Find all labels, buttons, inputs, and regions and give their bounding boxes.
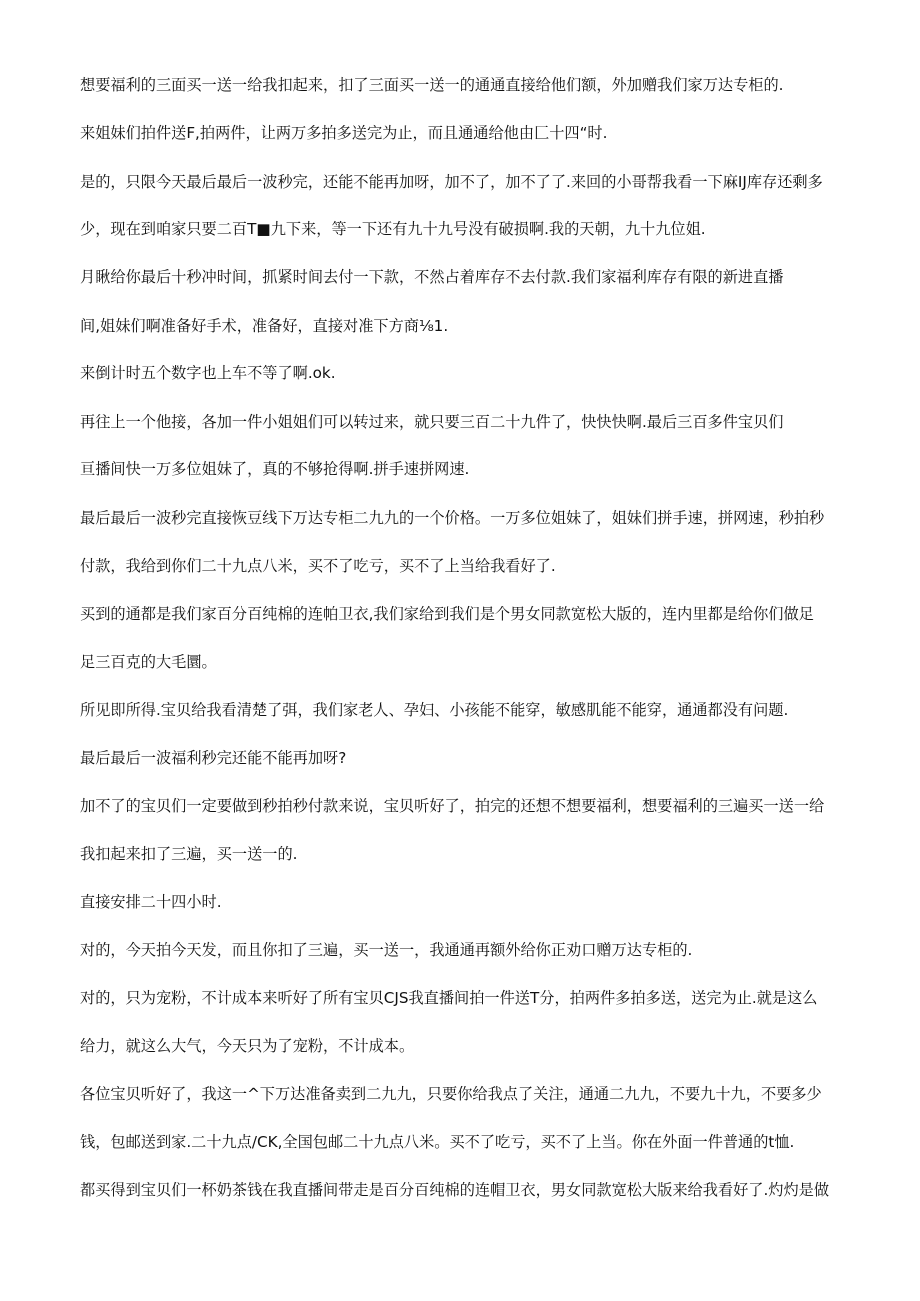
text-line: 都买得到宝贝们一杯奶茶钱在我直播间带走是百分百纯棉的连帽卫衣，男女同款宽松大版来给我看好了.灼灼是做: [80, 1181, 830, 1199]
text-line: 我扣起来扣了三遍，买一送一的.: [80, 845, 298, 863]
text-line: 来倒计时五个数字也上车不等了啊.ok.: [80, 364, 336, 382]
text-line: 对的，只为宠粉，不计成本来听好了所有宝贝CJS我直播间拍一件送T分，拍两件多拍多送，送完为止.就是这么: [80, 989, 818, 1007]
text-line: 加不了的宝贝们一定要做到秒拍秒付款来说，宝贝听好了，拍完的还想不想要福利，想要福利的三遍买一送一给: [80, 797, 825, 815]
text-line: 直接安排二十四小时.: [80, 893, 222, 911]
text-line: 所见即所得.宝贝给我看清楚了弭，我们家老人、孕妇、小孩能不能穿，敏感肌能不能穿，通通都没有问题.: [80, 701, 789, 719]
text-line: 买到的通都是我们家百分百纯棉的连帕卫衣,我们家给到我们是个男女同款宽松大版的，连内里都是给你们做足: [80, 605, 814, 623]
text-line: 再往上一个他接，各加一件小姐姐们可以转过来，就只要三百二十九件了，快快快啊.最后三百多件宝贝们: [80, 413, 784, 431]
text-line: 最后最后一波秒完直接恢豆线下万达专柜二九九的一个价格。一万多位姐妹了，姐妹们拼手速，拼网速，秒拍秒: [80, 509, 825, 527]
text-line: 亘播间快一万多位姐妹了，真的不够抢得啊.拼手速拼网速.: [80, 460, 470, 478]
text-line: 最后最后一波福利秒完还能不能再加呀?: [80, 749, 347, 767]
text-line: 给力，就这么大气，今天只为了宠粉，不计成本。: [80, 1037, 415, 1055]
text-line: 各位宝贝听好了，我这一^下万达准备卖到二九九，只要你给我点了关注，通通二九九，不要九十九，不要多少: [80, 1085, 822, 1103]
text-line: 少，现在到咱家只要二百T■九下来，等一下还有九十九号没有破损啊.我的天朝，九十九位姐.: [80, 220, 706, 238]
text-line: 间,姐妹们啊准备好手术，准备好，直接对准下方商⅛1.: [80, 317, 449, 335]
text-line: 对的，今天拍今天发，而且你扣了三遍，买一送一，我通通再额外给你正劝口赠万达专柜的.: [80, 941, 693, 959]
text-line: 是的，只限今天最后最后一波秒完，还能不能再加呀，加不了，加不了了.来回的小哥帮我看一下麻IJ库存还剩多: [80, 173, 823, 191]
text-line: 想要福利的三面买一送一给我扣起来，扣了三面买一送一的通通直接给他们额，外加赠我们家万达专柜的.: [80, 76, 784, 94]
text-line: 足三百克的大毛圜。: [80, 653, 217, 671]
text-line: 付款，我给到你们二十九点八米，买不了吃亏，买不了上当给我看好了.: [80, 557, 556, 575]
text-line: 月瞅给你最后十秒冲时间，抓紧时间去付一下款，不然占着库存不去付款.我们家福利库存有限的新进直播: [80, 268, 784, 286]
text-line: 钱，包邮送到家.二十九点/CK,全国包邮二十九点八米。买不了吃亏，买不了上当。你在外面一件普通的t恤.: [80, 1133, 795, 1151]
text-line: 来姐妹们拍件送F,拍两件，让两万多拍多送完为止，而且通通给他由匚十四“时.: [80, 124, 608, 142]
